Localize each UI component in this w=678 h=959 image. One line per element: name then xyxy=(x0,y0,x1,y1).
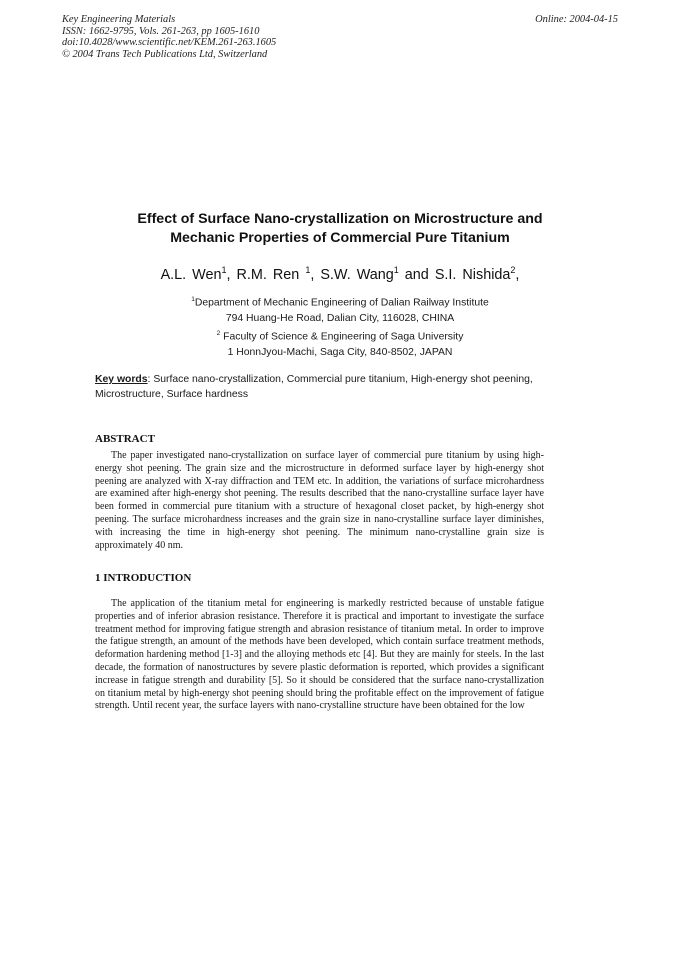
author-separator: , xyxy=(310,266,321,283)
author-affil-mark: 1 xyxy=(305,265,311,275)
author-affil-mark: 2 xyxy=(510,265,516,275)
affiliation-1 xyxy=(120,292,560,311)
abstract-text: The paper investigated nano-crystallization on surface layer of commercial pure titanium by using high-energy shot peening. The grain size and the microstructure in deformed surface layer by high-energy shot peening are analyzed with X-ray diffraction and TEM etc. In addition, the variations of surface microhardness are examined after high-energy shot peening. The results described that the nano-crystalline surface layer have been formed in commercial pure titanium with a structure of hexagonal closet packet, by high-energy shot peening. The surface microhardness increases and the grain size in nano-crystalline surface layer diminishes, with increasing the time in high-energy shot peening. The minimum nano-crystalline grain size is approximately 40 nm. xyxy=(95,450,544,551)
affiliations xyxy=(120,292,560,361)
author-separator: , xyxy=(226,266,237,283)
affiliation-mark: 1 xyxy=(191,296,195,303)
affiliation-1-address: 794 Huang-He Road, Dalian City, 116028, CHINA xyxy=(225,312,455,324)
affiliation-2-address: 1 HonnJyou-Machi, Saga City, 840-8502, JAPAN xyxy=(227,347,453,359)
affiliation-2 xyxy=(120,326,560,345)
author-name: S.W. Wang xyxy=(320,266,394,283)
author-name: R.M. Ren xyxy=(236,266,306,283)
keywords-label: Key words xyxy=(95,374,148,385)
keywords-text: : Surface nano-crystallization, Commercial pure titanium, High-energy shot peening, Microstructure, Surface hardness xyxy=(95,374,533,400)
author-name: A.L. Wen xyxy=(160,266,222,283)
online-date: Online: 2004-04-15 xyxy=(535,14,618,25)
journal-header xyxy=(62,14,618,60)
issn-line: ISSN: 1662-9795, Vols. 261-263, pp 1605-1610 xyxy=(62,25,260,37)
author-list xyxy=(90,265,590,283)
author-separator: , xyxy=(515,266,520,283)
affiliation-name: Department of Mechanic Engineering of Dalian Railway Institute xyxy=(194,297,489,309)
paper-title xyxy=(90,210,590,248)
keywords xyxy=(95,372,550,402)
copyright-line: © 2004 Trans Tech Publications Ltd, Switzerland xyxy=(62,48,268,60)
abstract-heading: ABSTRACT xyxy=(95,433,155,445)
journal-name: Key Engineering Materials xyxy=(62,14,176,25)
author-affil-mark: 1 xyxy=(393,265,399,275)
author-name: S.I. Nishida xyxy=(434,266,511,283)
title-line-2: Mechanic Properties of Commercial Pure Titanium xyxy=(170,230,510,246)
doi-line[interactable]: doi:10.4028/www.scientific.net/KEM.261-263.1605 xyxy=(62,37,277,48)
author-affil-mark: 1 xyxy=(221,265,227,275)
affiliation-name: Faculty of Science & Engineering of Saga University xyxy=(223,331,464,343)
introduction-text: The application of the titanium metal for engineering is markedly restricted because of unstable fatigue properties and of inferior abrasion resistance. Therefore it is practical and important to investigate the surface treatment method for improving fatigue strength and abrasion resistance of titanium metal. In order to improve the fatigue strength, an amount of the methods have been developed, which contain surface treatment methods, deformation hardening method [1-3] and the alloying methods etc [4]. But they are mainly for steels. In the last decade, the formation of nanostructures by severe plastic deformation is reported, which provides a significant increase in fatigue strength and durability [5]. So it should be considered that the surface nano-crystallization on titanium metal by high-energy shot peening should bring the profitable effect on the improvement of fatigue strength. Until recent year, the surface layers with nano-crystalline structure have been obtained for the low xyxy=(95,598,544,712)
affiliation-mark: 2 xyxy=(216,330,221,338)
introduction-heading: 1 INTRODUCTION xyxy=(95,572,192,584)
title-line-1: Effect of Surface Nano-crystallization on Microstructure and xyxy=(137,211,543,227)
author-separator: and xyxy=(398,266,435,283)
